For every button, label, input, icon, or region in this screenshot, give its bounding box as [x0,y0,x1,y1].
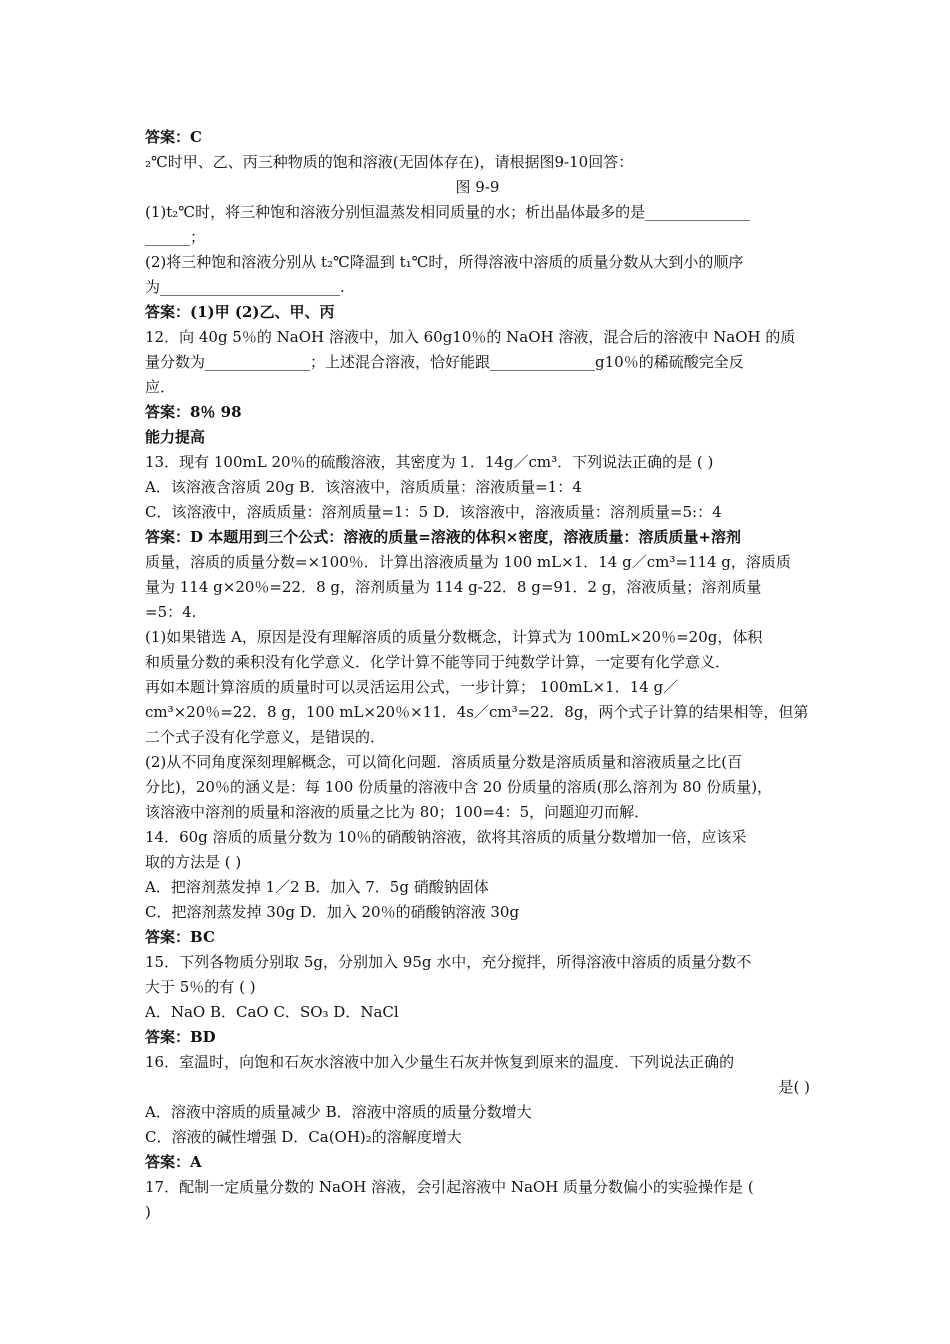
option-line: A．NaO B．CaO C．SO₃ D．NaCl [145,1003,399,1021]
figure-caption: 图 9-9 [455,178,500,196]
answer-line: 答案：BC [145,928,215,946]
explanation-line: 分比)，20％的涵义是：每 100 份质量的溶液中含 20 份质量的溶质(那么溶剂为 80 份质量)， [145,778,773,796]
explanation-line: 再如本题计算溶质的质量时可以灵活运用公式，一步计算； 100mL×1．14 g／ [145,678,679,696]
question-line: 为________________________. [145,278,345,296]
option-line: C．该溶液中，溶质质量：溶剂质量=1：5 D．该溶液中，溶液质量：溶剂质量=5:：4 [145,503,722,521]
answer-line: 答案：D 本题用到三个公式：溶液的质量=溶液的体积×密度，溶液质量：溶质质量+溶剂 [145,528,741,546]
answer-line: 答案：8％ 98 [145,403,242,421]
question-13: 13．现有 100mL 20％的硫酸溶液，其密度为 1．14g／cm³．下列说法正确的是 ( ) [145,453,714,471]
answer-line: 答案：C [145,128,202,146]
question-line: ) [145,1203,151,1221]
explanation-line: 质量，溶质的质量分数=×100％．计算出溶液质量为 100 mL×1．14 g／cm³=114 g，溶质质 [145,553,791,571]
question-14: 14．60g 溶质的质量分数为 10％的硝酸钠溶液，欲将其溶质的质量分数增加一倍，应该采 [145,828,747,846]
option-line: A．把溶剂蒸发掉 1／2 B．加入 7．5g 硝酸钠固体 [145,878,489,896]
question-line: 是( ) [778,1078,810,1096]
question-line: (2)将三种饱和溶液分别从 t₂℃降温到 t₁℃时，所得溶液中溶质的质量分数从大到小的顺序 [145,253,744,271]
explanation-line: 和质量分数的乘积没有化学意义．化学计算不能等同于纯数学计算，一定要有化学意义． [145,653,731,671]
section-heading: 能力提高 [145,428,206,446]
question-15: 15．下列各物质分别取 5g，分别加入 95g 水中，充分搅拌，所得溶液中溶质的质量分数不 [145,953,752,971]
question-line: 量分数为______________；上述混合溶液，恰好能跟______________g10％的稀硫酸完全反 [145,353,744,371]
explanation-line: cm³×20％=22．8 g，100 mL×20％×11．4s／cm³=22．8g，两个式子计算的结果相等，但第 [145,703,809,721]
explanation-line: 二个式子没有化学意义，是错误的． [145,728,386,746]
option-line: C．溶液的碱性增强 D．Ca(OH)₂的溶解度增大 [145,1128,462,1146]
option-line: A．溶液中溶质的质量减少 B．溶液中溶质的质量分数增大 [145,1103,532,1121]
answer-line: 答案：(1)甲 (2)乙、甲、丙 [145,303,335,321]
explanation-line: 该溶液中溶剂的质量和溶液的质量之比为 80；100=4：5，问题迎刃而解． [145,803,650,821]
option-line: A．该溶液含溶质 20g B．该溶液中，溶质质量：溶液质量=1：4 [145,478,582,496]
question-line: 应． [145,378,176,396]
option-line: C．把溶剂蒸发掉 30g D．加入 20％的硝酸钠溶液 30g [145,903,520,921]
question-line: 取的方法是 ( ) [145,853,242,871]
explanation-line: 量为 114 g×20％=22．8 g，溶剂质量为 114 g-22．8 g=91．2 g，溶液质量；溶剂质量 [145,578,762,596]
question-line: ______； [145,228,206,246]
question-line: 大于 5％的有 ( ) [145,978,256,996]
question-12: 12．向 40g 5％的 NaOH 溶液中，加入 60g10％的 NaOH 溶液，混合后的溶液中 NaOH 的质 [145,328,796,346]
explanation-line: (2)从不同角度深刻理解概念，可以简化问题．溶质质量分数是溶质质量和溶液质量之比(百 [145,753,743,771]
question-intro: ₂℃时甲、乙、丙三种物质的饱和溶液(无固体存在)，请根据图9-10回答： [145,153,634,171]
question-17: 17．配制一定质量分数的 NaOH 溶液，会引起溶液中 NaOH 质量分数偏小的实验操作是 ( [145,1178,754,1196]
answer-line: 答案：A [145,1153,202,1171]
question-line: (1)t₂℃时，将三种饱和溶液分别恒温蒸发相同质量的水；析出晶体最多的是______________ [145,203,751,221]
explanation-line: (1)如果错选 A，原因是没有理解溶质的质量分数概念，计算式为 100mL×20％=20g，体积 [145,628,763,646]
answer-line: 答案：BD [145,1028,216,1046]
question-16: 16．室温时，向饱和石灰水溶液中加入少量生石灰并恢复到原来的温度．下列说法正确的 [145,1053,735,1071]
explanation-line: =5：4. [145,603,197,621]
